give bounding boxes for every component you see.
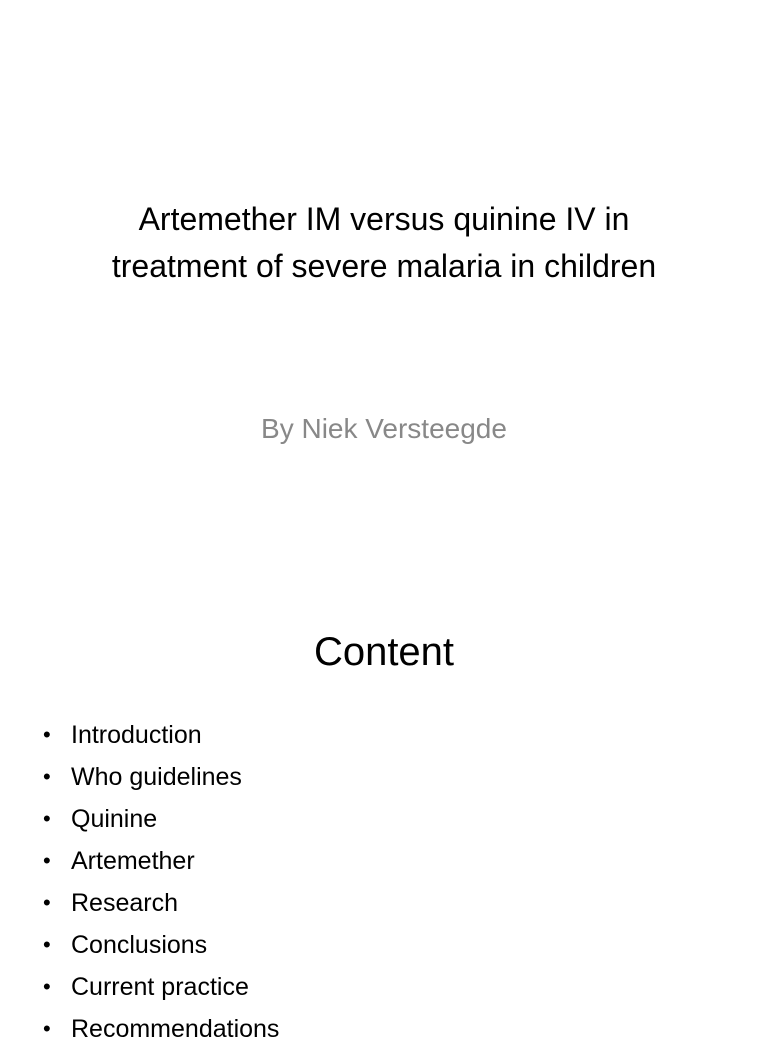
bullet-text: Recommendations	[71, 1015, 280, 1043]
bullet-text: Conclusions	[71, 931, 208, 959]
bullet-text: Artemether	[71, 847, 195, 875]
title-line-1: Artemether IM versus quinine IV in	[138, 201, 630, 237]
bullet-icon: •	[43, 848, 51, 873]
bullet-icon: •	[43, 974, 51, 999]
content-heading: Content	[313, 630, 455, 674]
bullet-icon: •	[43, 806, 51, 831]
bullet-text: Who guidelines	[71, 763, 242, 791]
bullet-icon: •	[43, 890, 51, 915]
slide-title	[40, 196, 728, 290]
bullet-icon: •	[43, 764, 51, 789]
slide-subtitle: By Niek Versteegde	[261, 413, 507, 444]
content-slide	[0, 576, 768, 1043]
bullet-text: Current practice	[71, 973, 249, 1001]
bullet-icon: •	[43, 932, 51, 957]
title-line-2: treatment of severe malaria in children	[111, 248, 657, 284]
bullet-text: Quinine	[71, 805, 158, 833]
bullet-text: Research	[71, 889, 178, 917]
bullet-text: Introduction	[71, 721, 202, 749]
bullet-icon: •	[43, 1016, 51, 1041]
bullet-icon: •	[43, 722, 51, 747]
